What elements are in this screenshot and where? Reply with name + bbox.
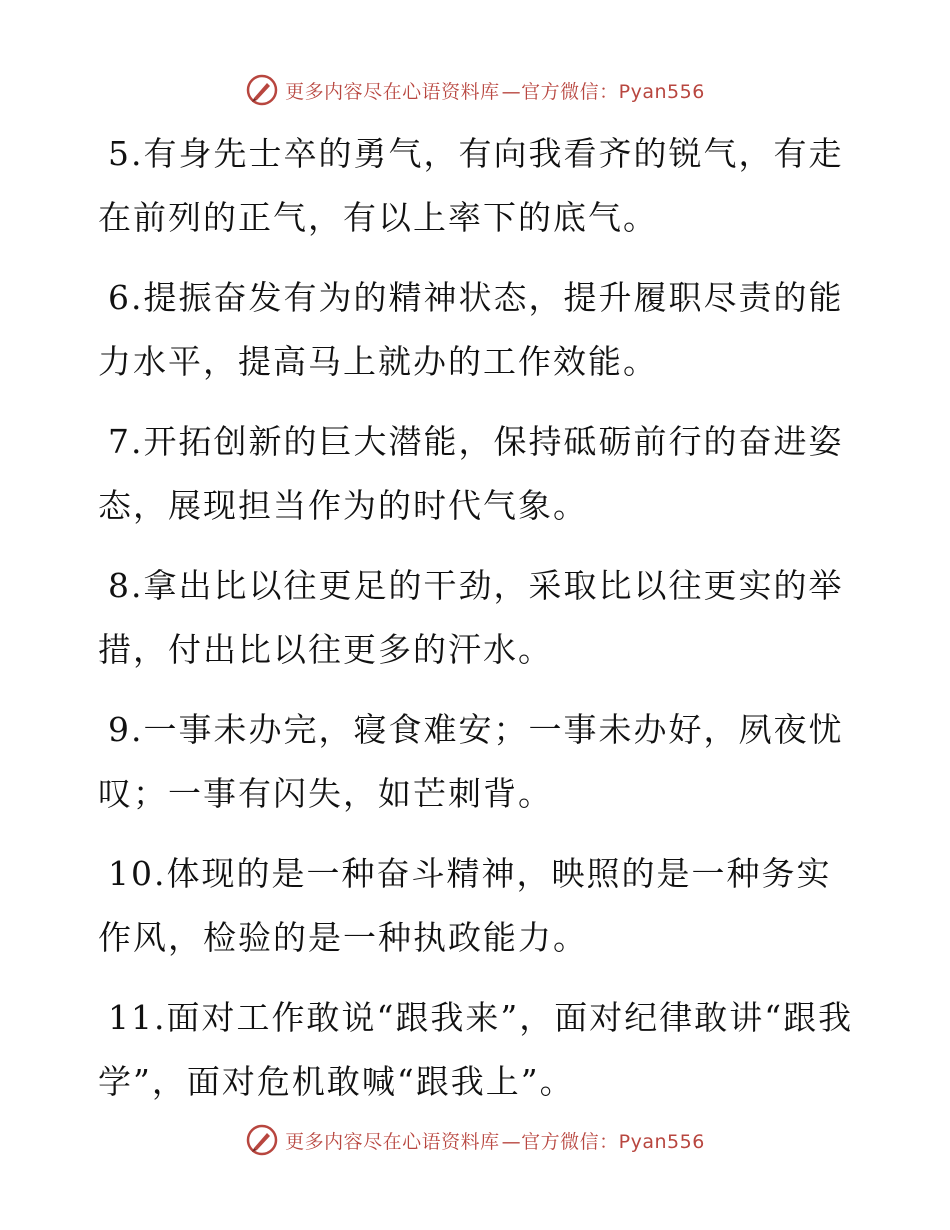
list-item: 11.面对工作敢说“跟我来”，面对纪律敢讲“跟我学”，面对危机敢喊“跟我上”。 (98, 998, 854, 1101)
list-item: 8.拿出比以往更足的干劲，采取比以往更实的举措，付出比以往更多的汗水。 (98, 566, 844, 669)
header-watermark (0, 70, 950, 110)
list-item: 6.提振奋发有为的精神状态，提升履职尽责的能力水平，提高马上就办的工作效能。 (98, 278, 844, 381)
pen-logo-icon (245, 1123, 279, 1157)
list-item: 5.有身先士卒的勇气，有向我看齐的锐气，有走在前列的正气，有以上率下的底气。 (98, 134, 844, 237)
watermark-wechat: —官方微信：Pyan556 (501, 80, 705, 103)
list-item: 7.开拓创新的巨大潜能，保持砥砺前行的奋进姿态，展现担当作为的时代气象。 (98, 422, 844, 525)
watermark-wechat: —官方微信：Pyan556 (501, 1130, 705, 1153)
watermark-text: 更多内容尽在心语资料库 (285, 1130, 500, 1153)
pen-logo-icon (245, 73, 279, 107)
footer-watermark (0, 1120, 950, 1160)
watermark-text: 更多内容尽在心语资料库 (285, 80, 500, 103)
document-body (98, 122, 858, 1130)
list-item: 10.体现的是一种奋斗精神，映照的是一种务实作风，检验的是一种执政能力。 (98, 854, 832, 957)
list-item: 9.一事未办完，寝食难安；一事未办好，夙夜忧叹；一事有闪失，如芒刺背。 (98, 710, 844, 813)
